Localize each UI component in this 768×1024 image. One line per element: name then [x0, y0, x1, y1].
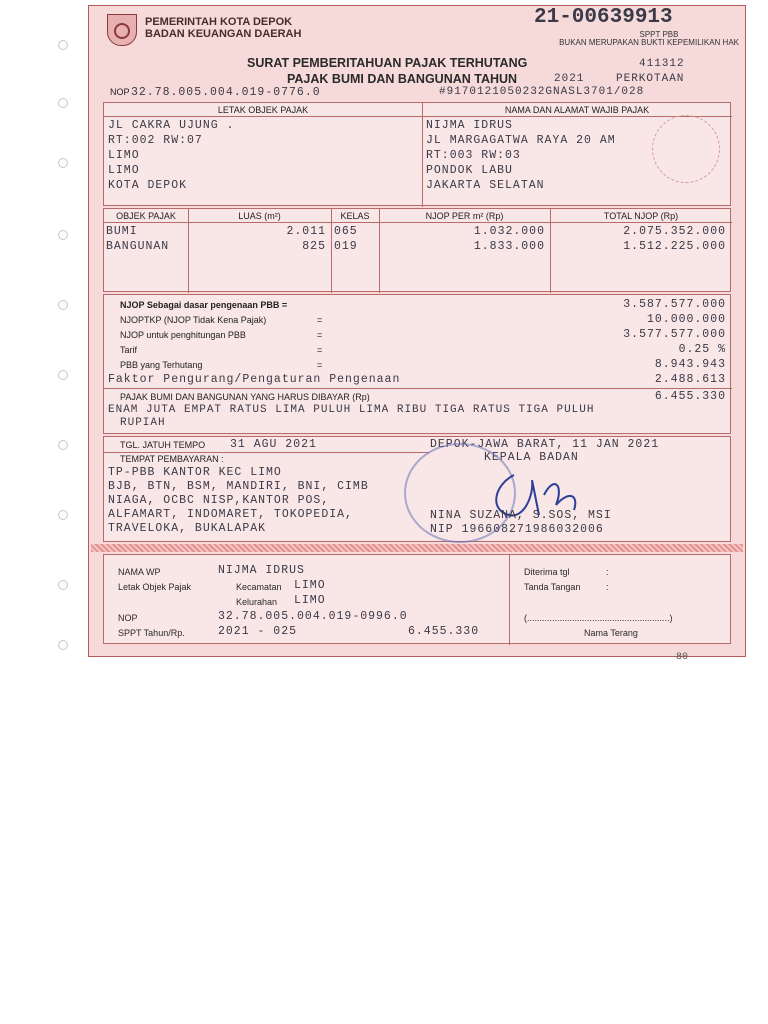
- sppt-form: [88, 5, 746, 657]
- stub-name-label: NAMA WP: [118, 567, 161, 577]
- watermark-seal-icon: [652, 115, 720, 183]
- col-header-objek: OBJEK PAJAK: [116, 211, 176, 221]
- calc-label: NJOPTKP (NJOP Tidak Kena Pajak): [120, 315, 267, 325]
- binder-hole: [58, 510, 68, 520]
- stub-sign-label: Tanda Tangan: [524, 582, 581, 592]
- stub-location-label: Letak Objek Pajak: [118, 582, 192, 592]
- taxpayer-line: JL MARGAGATWA RAYA 20 AM: [426, 134, 616, 147]
- amount-in-words: RUPIAH: [120, 417, 166, 429]
- calc-value: 10.000.000: [646, 313, 726, 326]
- row-luas: 825: [302, 240, 326, 253]
- row-total: 2.075.352.000: [623, 225, 726, 238]
- row-njop-per-m2: 1.833.000: [473, 240, 545, 253]
- stub-name: NIJMA IDRUS: [218, 564, 305, 577]
- row-luas: 2.011: [286, 225, 326, 238]
- payment-place: ALFAMART, INDOMARET, TOKOPEDIA,: [108, 508, 353, 521]
- object-table: [103, 208, 731, 292]
- city-emblem-icon: [107, 14, 137, 46]
- tear-off-divider: [91, 544, 743, 552]
- stub-sppt-label: SPPT Tahun/Rp.: [118, 628, 185, 638]
- stub-sppt-year: 2021 - 025: [218, 625, 298, 638]
- stub-sppt-amount: 6.455.330: [408, 625, 480, 638]
- taxpayer-line: RT:003 RW:03: [426, 149, 521, 162]
- stub-nop-label: NOP: [118, 613, 138, 623]
- row-objek: BANGUNAN: [106, 240, 170, 253]
- nop-label: NOP: [110, 87, 130, 97]
- stub-kelurahan-label: Kelurahan: [236, 597, 278, 607]
- taxpayer-line: PONDOK LABU: [426, 164, 513, 177]
- binder-hole: [58, 580, 68, 590]
- form-code: 411312: [639, 58, 685, 70]
- payment-place: TRAVELOKA, BUKALAPAK: [108, 522, 267, 535]
- calc-label: NJOP Sebagai dasar pengenaan PBB =: [120, 300, 288, 310]
- signer-name: NINA SUZANA, S.SOS, MSI: [430, 509, 612, 522]
- binder-hole: [58, 230, 68, 240]
- location-line: LIMO: [108, 149, 140, 162]
- binder-hole: [58, 370, 68, 380]
- binder-hole: [58, 98, 68, 108]
- payable-label: PAJAK BUMI DAN BANGUNAN YANG HARUS DIBAYAR (Rp): [120, 392, 370, 402]
- ownership-disclaimer: BUKAN MERUPAKAN BUKTI KEPEMILIKAN HAK: [559, 38, 739, 47]
- signature-position: KEPALA BADAN: [484, 451, 579, 464]
- location-line: JL CAKRA UJUNG .: [108, 119, 235, 132]
- col-header-njop-per-m2: NJOP PER m² (Rp): [425, 211, 504, 221]
- calc-value: 8.943.943: [654, 358, 726, 371]
- calc-eq: =: [317, 345, 323, 355]
- due-date: 31 AGU 2021: [230, 438, 317, 451]
- area-type: PERKOTAAN: [616, 73, 685, 85]
- page-number: 80: [676, 652, 689, 663]
- location-line: KOTA DEPOK: [108, 179, 188, 192]
- calc-value: 3.577.577.000: [623, 328, 726, 341]
- address-panel: [103, 102, 731, 206]
- calc-value: 3.587.577.000: [623, 298, 726, 311]
- row-objek: BUMI: [106, 225, 138, 238]
- due-date-label: TGL. JATUH TEMPO: [120, 440, 206, 450]
- object-location-header: LETAK OBJEK PAJAK: [217, 105, 309, 115]
- calculation-panel: [103, 294, 731, 434]
- row-kelas: 019: [334, 240, 358, 253]
- taxpayer-header: NAMA DAN ALAMAT WAJIB PAJAK: [504, 105, 650, 115]
- stub-kecamatan-label: Kecamatan: [236, 582, 282, 592]
- calc-eq: =: [317, 330, 323, 340]
- calc-label: Tarif: [120, 345, 138, 355]
- binder-hole: [58, 300, 68, 310]
- taxpayer-line: NIJMA IDRUS: [426, 119, 513, 132]
- nop-value: 32.78.005.004.019-0776.0: [131, 86, 321, 99]
- document-number: 21-00639913: [534, 6, 673, 29]
- reduction-label: Faktor Pengurang/Pengaturan Pengenaan: [108, 373, 401, 386]
- col-header-kelas: KELAS: [340, 211, 370, 221]
- stub-received-colon: :: [606, 567, 609, 577]
- stub-kelurahan: LIMO: [294, 594, 326, 607]
- payment-stub: [103, 554, 731, 644]
- payment-place-label: TEMPAT PEMBAYARAN :: [120, 454, 224, 464]
- binder-hole: [58, 440, 68, 450]
- payable-value: 6.455.330: [654, 390, 726, 403]
- signer-nip: NIP 196608271986032006: [430, 523, 604, 536]
- location-line: LIMO: [108, 164, 140, 177]
- payment-place: TP-PBB KANTOR KEC LIMO: [108, 466, 282, 479]
- calc-label: NJOP untuk penghitungan PBB: [120, 330, 246, 340]
- payment-place: BJB, BTN, BSM, MANDIRI, BNI, CIMB: [108, 480, 369, 493]
- stub-kecamatan: LIMO: [294, 579, 326, 592]
- col-header-total-njop: TOTAL NJOP (Rp): [603, 211, 679, 221]
- stub-sign-colon: :: [606, 582, 609, 592]
- taxpayer-line: JAKARTA SELATAN: [426, 179, 545, 192]
- col-header-luas: LUAS (m²): [238, 211, 281, 221]
- form-title: SURAT PEMBERITAHUAN PAJAK TERHUTANG: [247, 56, 528, 70]
- signature-place-date: DEPOK-JAWA BARAT, 11 JAN 2021: [430, 438, 660, 451]
- stub-sign-line: (.........................................................): [524, 613, 673, 623]
- calc-eq: =: [317, 315, 323, 325]
- stub-received-label: Diterima tgl: [524, 567, 570, 577]
- location-line: RT:002 RW:07: [108, 134, 203, 147]
- calc-label: PBB yang Terhutang: [120, 360, 203, 370]
- stub-nop: 32.78.005.004.019-0996.0: [218, 610, 408, 623]
- binder-hole: [58, 40, 68, 50]
- sppt-code: SPPT PBB: [639, 30, 679, 39]
- calc-value: 0.25 %: [678, 343, 726, 356]
- payment-place: NIAGA, OCBC NISP,KANTOR POS,: [108, 494, 330, 507]
- row-njop-per-m2: 1.032.000: [473, 225, 545, 238]
- form-subtitle: PAJAK BUMI DAN BANGUNAN TAHUN: [287, 72, 518, 86]
- row-total: 1.512.225.000: [623, 240, 726, 253]
- calc-eq: =: [317, 360, 323, 370]
- tax-year: 2021: [554, 73, 585, 85]
- amount-in-words: ENAM JUTA EMPAT RATUS LIMA PULUH LIMA RIBU TIGA RATUS TIGA PULUH: [108, 404, 595, 416]
- barcode-text: #9170121050232GNASL3701/028: [439, 86, 645, 98]
- reduction-value: 2.488.613: [654, 373, 726, 386]
- stub-name-clear-label: Nama Terang: [584, 628, 638, 638]
- row-kelas: 065: [334, 225, 358, 238]
- binder-hole: [58, 640, 68, 650]
- payment-panel: [103, 436, 731, 542]
- gov-line-1: PEMERINTAH KOTA DEPOK: [145, 16, 293, 28]
- binder-hole: [58, 158, 68, 168]
- gov-line-2: BADAN KEUANGAN DAERAH: [145, 28, 302, 40]
